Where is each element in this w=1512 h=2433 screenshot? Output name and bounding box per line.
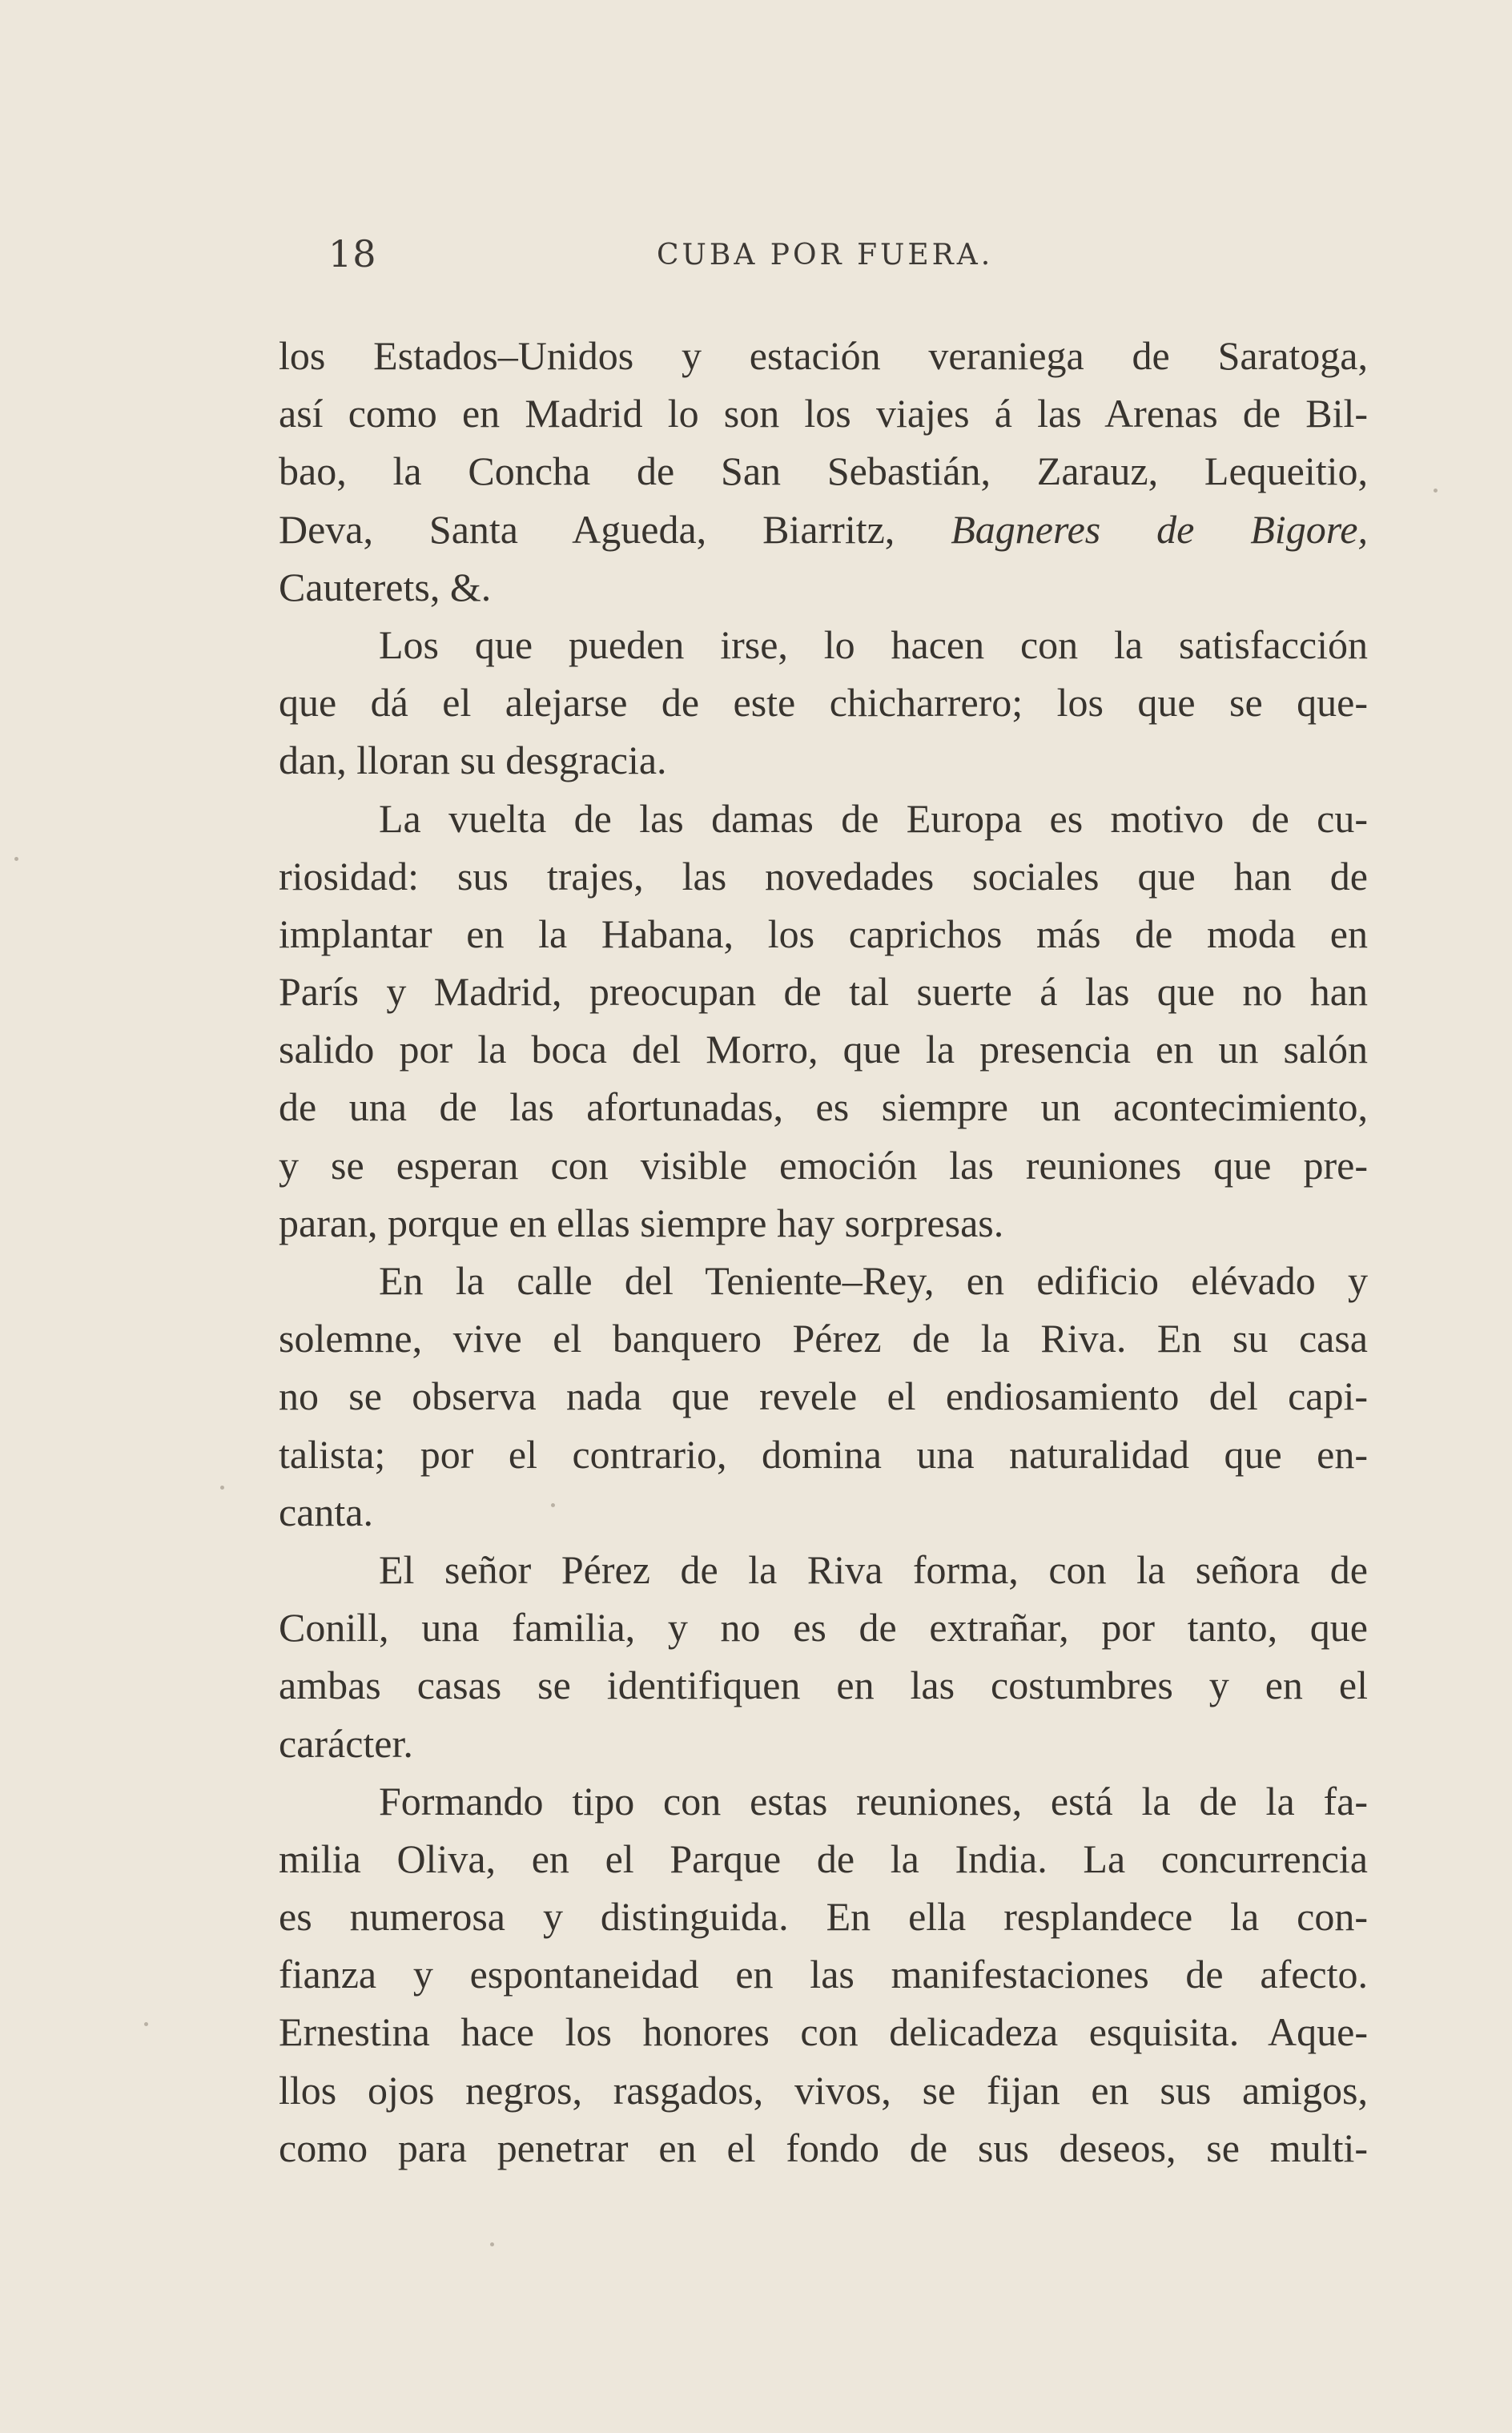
text-line: Cauterets, &. <box>279 564 492 609</box>
text-line: París y Madrid, preocupan de tal suerte á las que no han <box>279 969 1368 1015</box>
text-line: Conill, una familia, y no es de extrañar, por tanto, que <box>279 1605 1368 1651</box>
page-number: 18 <box>328 232 377 275</box>
text-line: como para penetrar en el fondo de sus deseos, se multi- <box>279 2125 1368 2170</box>
text-line: llos ojos negros, rasgados, vivos, se fijan en sus amigos, <box>279 2067 1368 2113</box>
text-line: canta. <box>279 1489 373 1534</box>
text-line: Los que pueden irse, lo hacen con la satisfacción <box>379 621 1368 667</box>
text-line: milia Oliva, en el Parque de la India. La concurrencia <box>279 1836 1368 1881</box>
text-line: carácter. <box>279 1720 413 1766</box>
text-line: ambas casas se identifiquen en las costumbres y en el <box>279 1663 1368 1708</box>
paper-speck <box>144 2022 148 2026</box>
text-line: los Estados–Unidos y estación veraniega de Saratoga, <box>279 333 1368 378</box>
text-line: y se esperan con visible emoción las reuniones que pre- <box>279 1142 1368 1188</box>
text-line: salido por la boca del Morro, que la presencia en un salón <box>279 1027 1368 1072</box>
paper-speck <box>490 2242 494 2246</box>
running-head: CUBA POR FUERA. <box>657 239 994 271</box>
paper-speck <box>220 1486 224 1490</box>
text-line: La vuelta de las damas de Europa es motivo de cu- <box>379 795 1368 841</box>
body-text <box>279 327 1368 2177</box>
text-line: que dá el alejarse de este chicharrero; los que se que- <box>279 680 1368 726</box>
text-line: dan, lloran su desgracia. <box>279 738 667 783</box>
text-line: es numerosa y distinguida. En ella resplandece la con- <box>279 1894 1368 1940</box>
text-line: fianza y espontaneidad en las manifestaciones de afecto. <box>279 1952 1368 1997</box>
text-line: riosidad: sus trajes, las novedades sociales que han de <box>279 853 1368 899</box>
paper-speck <box>551 1503 555 1507</box>
text-line: En la calle del Teniente–Rey, en edificio elévado y <box>379 1258 1368 1303</box>
text-line: no se observa nada que revele el endiosamiento del capi- <box>279 1373 1368 1419</box>
paper-speck <box>14 857 18 861</box>
page-header <box>328 232 1369 288</box>
text-line: implantar en la Habana, los caprichos más de moda en <box>279 911 1368 956</box>
text-segment: Deva, Santa Agueda, Biarritz, <box>279 506 895 552</box>
text-line: Ernestina hace los honores con delicadeza esquisita. Aque- <box>279 2009 1368 2055</box>
text-line: así como en Madrid lo son los viajes á las Arenas de Bil- <box>279 391 1368 436</box>
text-line: bao, la Concha de San Sebastián, Zarauz, Lequeitio, <box>279 448 1368 494</box>
italic-place-name: Bagneres de Bigore, <box>951 506 1368 552</box>
text-line: talista; por el contrario, domina una naturalidad que en- <box>279 1431 1368 1477</box>
text-line: paran, porque en ellas siempre hay sorpresas. <box>279 1200 1004 1245</box>
text-line: solemne, vive el banquero Pérez de la Riva. En su casa <box>279 1316 1368 1361</box>
text-line: Formando tipo con estas reuniones, está la de la fa- <box>379 1778 1368 1824</box>
text-line: de una de las afortunadas, es siempre un acontecimiento, <box>279 1084 1368 1130</box>
paper-speck <box>1434 489 1438 493</box>
text-line: El señor Pérez de la Riva forma, con la señora de <box>379 1546 1368 1592</box>
text-line <box>279 501 1368 558</box>
